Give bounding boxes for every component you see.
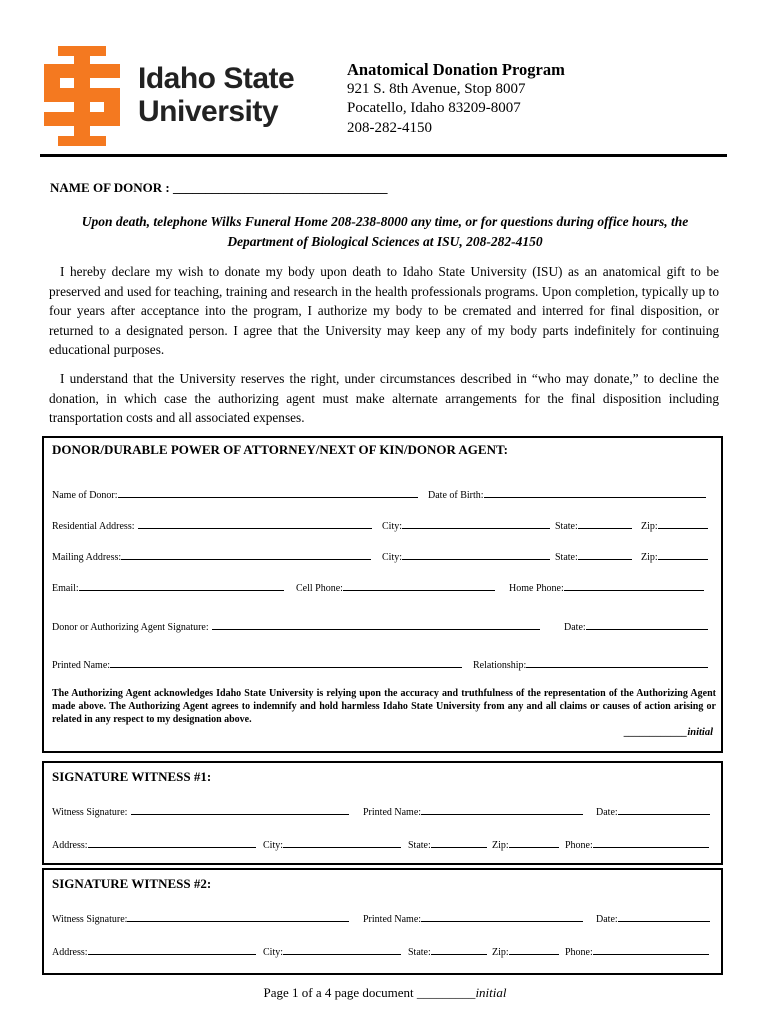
understanding-text: I understand that the University reserves the right, under circumstances described in “who may donate,” to decline the donation, in which case the authorizing agent must make alternate arrangements for the final disposition including transportation costs and all associated expenses. xyxy=(49,371,719,425)
university-wordmark xyxy=(138,62,294,128)
declaration-paragraph xyxy=(49,262,719,360)
acknowledgement-text: The Authorizing Agent acknowledges Idaho State University is relying upon the accuracy and truthfulness of the representation of the Authorizing Agent made above. The Authorizing Agent agrees to indemnify and hold harmless Idaho State University from any and all claims or causes of action arising or related in any respect to my designation above. xyxy=(52,688,716,725)
witness-2-title: SIGNATURE WITNESS #2: xyxy=(52,876,212,891)
donor-section-title: DONOR/DURABLE POWER OF ATTORNEY/NEXT OF KIN/DONOR AGENT: xyxy=(52,442,509,457)
wordmark-line1: Idaho State xyxy=(138,62,295,95)
address-line1: 921 S. 8th Avenue, Stop 8007 xyxy=(347,80,526,97)
witness-2-date-input[interactable]: Date: xyxy=(596,912,710,925)
understanding-paragraph xyxy=(49,369,719,428)
cell-phone-input[interactable]: Cell Phone: xyxy=(296,581,495,594)
signature-date-input[interactable]: Date: xyxy=(564,620,708,633)
witness-1-state-input[interactable]: State: xyxy=(408,838,487,851)
witness-2-state-input[interactable]: State: xyxy=(408,945,487,958)
mailing-city-input[interactable]: City: xyxy=(382,550,550,563)
header-divider xyxy=(40,154,727,157)
witness-1-section xyxy=(42,761,723,865)
footer-text: Page 1 of a 4 page document _________ xyxy=(263,985,476,1000)
witness-1-printed-name-input[interactable]: Printed Name: xyxy=(363,805,583,818)
email-input[interactable]: Email: xyxy=(52,581,284,594)
printed-name-input[interactable]: Printed Name: xyxy=(52,658,462,671)
date-of-birth-input[interactable]: Date of Birth: xyxy=(428,488,706,501)
mailing-zip-input[interactable]: Zip: xyxy=(641,550,708,563)
donor-section xyxy=(42,436,723,753)
program-title: Anatomical Donation Program xyxy=(347,60,565,79)
witness-1-signature-input[interactable]: Witness Signature: xyxy=(52,805,349,818)
residential-state-input[interactable]: State: xyxy=(555,519,632,532)
witness-2-signature-input[interactable]: Witness Signature: xyxy=(52,912,349,925)
program-phone: 208-282-4150 xyxy=(347,119,432,136)
witness-1-title: SIGNATURE WITNESS #1: xyxy=(52,769,212,784)
wordmark-line2: University xyxy=(138,95,279,128)
isu-logo-icon xyxy=(40,46,124,146)
program-address-block xyxy=(347,60,565,138)
declaration-text: I hereby declare my wish to donate my body upon death to Idaho State University (ISU) as an anatomical gift to be preserved and used for teaching, training and research in the health professionals programs. Upon completion, typically up to four years after acceptance into the program, I authorize my body to be cremated and interred for final disposition, or returned to a designated person. I agree that the University may keep any of my body parts indefinitely for continuing educational purposes. xyxy=(49,264,719,357)
witness-1-city-input[interactable]: City: xyxy=(263,838,401,851)
acknowledgement-initial[interactable]: ____________initial xyxy=(624,727,713,738)
witness-1-zip-input[interactable]: Zip: xyxy=(492,838,559,851)
donor-signature-input[interactable]: Donor or Authorizing Agent Signature: xyxy=(52,620,540,633)
relationship-input[interactable]: Relationship: xyxy=(473,658,708,671)
witness-1-address-input[interactable]: Address: xyxy=(52,838,256,851)
witness-2-zip-input[interactable]: Zip: xyxy=(492,945,559,958)
witness-1-date-input[interactable]: Date: xyxy=(596,805,710,818)
residential-city-input[interactable]: City: xyxy=(382,519,550,532)
residential-zip-input[interactable]: Zip: xyxy=(641,519,708,532)
mailing-address-input[interactable]: Mailing Address: xyxy=(52,550,371,563)
page-footer xyxy=(0,985,770,1001)
home-phone-input[interactable]: Home Phone: xyxy=(509,581,704,594)
footer-initial[interactable]: initial xyxy=(475,985,507,1000)
donor-name-field[interactable]: NAME OF DONOR : _________________________________ xyxy=(50,180,388,195)
contact-notice: Upon death, telephone Wilks Funeral Home 208-238-8000 any time, or for questions during office hours, the Department of Biological Sciences at ISU, 208-282-4150 xyxy=(81,214,689,249)
witness-2-city-input[interactable]: City: xyxy=(263,945,401,958)
residential-address-input[interactable]: Residential Address: xyxy=(52,519,372,532)
witness-1-phone-input[interactable]: Phone: xyxy=(565,838,709,851)
witness-2-phone-input[interactable]: Phone: xyxy=(565,945,709,958)
donor-name-input[interactable]: Name of Donor: xyxy=(52,488,418,501)
witness-2-address-input[interactable]: Address: xyxy=(52,945,256,958)
witness-2-printed-name-input[interactable]: Printed Name: xyxy=(363,912,583,925)
witness-2-section xyxy=(42,868,723,975)
mailing-state-input[interactable]: State: xyxy=(555,550,632,563)
address-line2: Pocatello, Idaho 83209-8007 xyxy=(347,100,521,116)
